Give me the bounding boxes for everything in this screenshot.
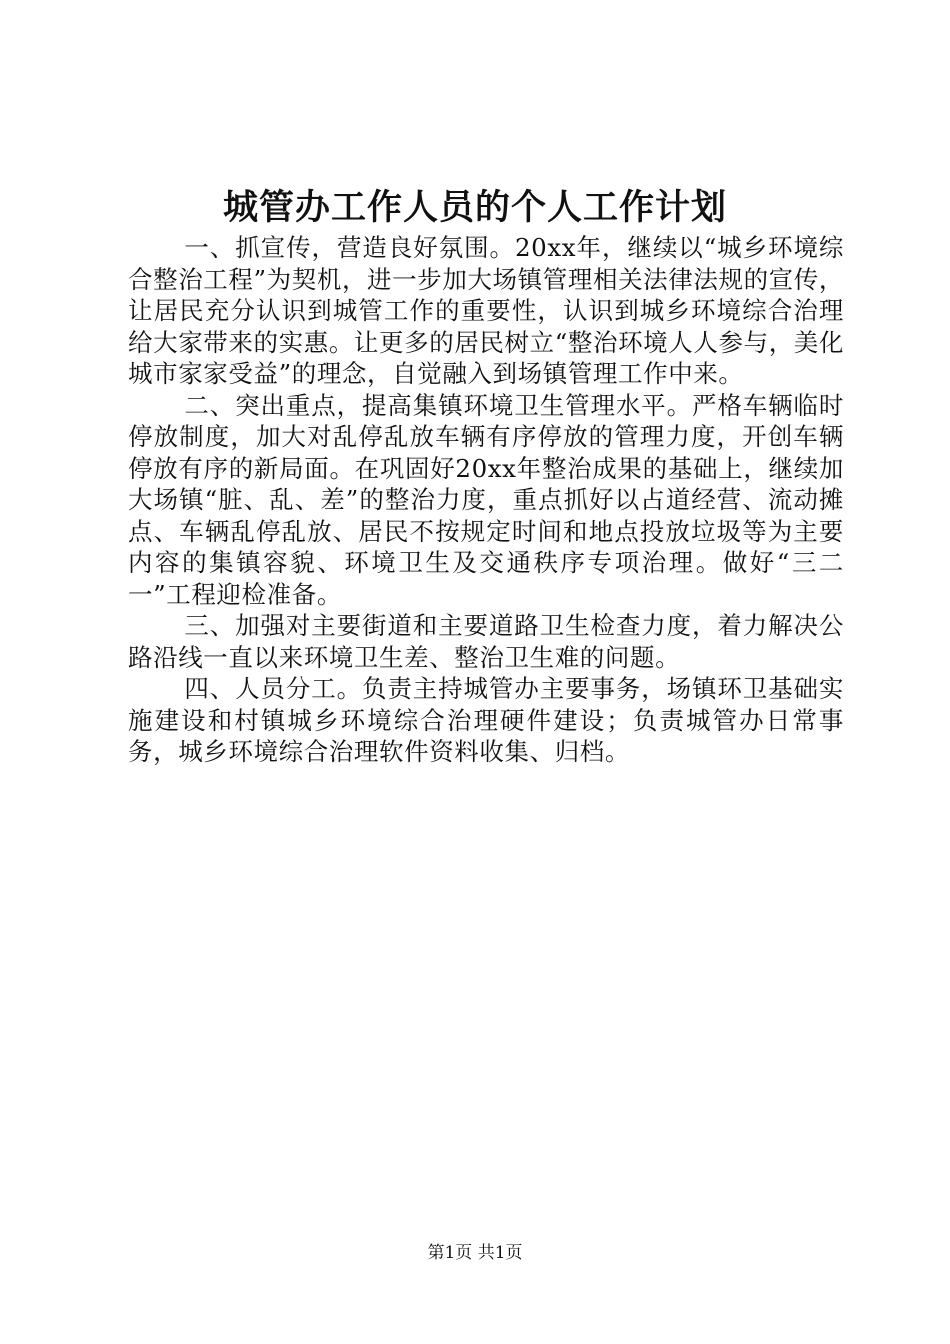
paragraph-3: 三、加强对主要街道和主要道路卫生检查力度，着力解决公路沿线一直以来环境卫生差、整治卫生难的问题。 [128, 611, 844, 672]
paragraph-4: 四、人员分工。负责主持城管办主要事务，场镇环卫基础实施建设和村镇城乡环境综合治理硬件建设；负责城管办日常事务，城乡环境综合治理软件资料收集、归档。 [128, 674, 844, 766]
paragraph-1: 一、抓宣传，营造良好氛围。20xx年，继续以“城乡环境综合整治工程”为契机，进一步加大场镇管理相关法律法规的宣传，让居民充分认识到城管工作的重要性，认识到城乡环境综合治理给大家带来的实惠。让更多的居民树立“整治环境人人参与，美化城市家家受益”的理念，自觉融入到场镇管理工作中来。 [128, 233, 844, 388]
document-body [128, 232, 844, 768]
page-footer: 第1页 共1页 [427, 1243, 523, 1263]
paragraph-2: 二、突出重点，提高集镇环境卫生管理水平。严格车辆临时停放制度，加大对乱停乱放车辆有序停放的管理力度，开创车辆停放有序的新局面。在巩固好20xx年整治成果的基础上，继续加大场镇“脏、乱、差”的整治力度，重点抓好以占道经营、流动摊点、车辆乱停乱放、居民不按规定时间和地点投放垃圾等为主要内容的集镇容貌、环境卫生及交通秩序专项治理。做好“三二一”工程迎检准备。 [128, 390, 844, 609]
page-title: 城管办工作人员的个人工作计划 [222, 187, 727, 228]
